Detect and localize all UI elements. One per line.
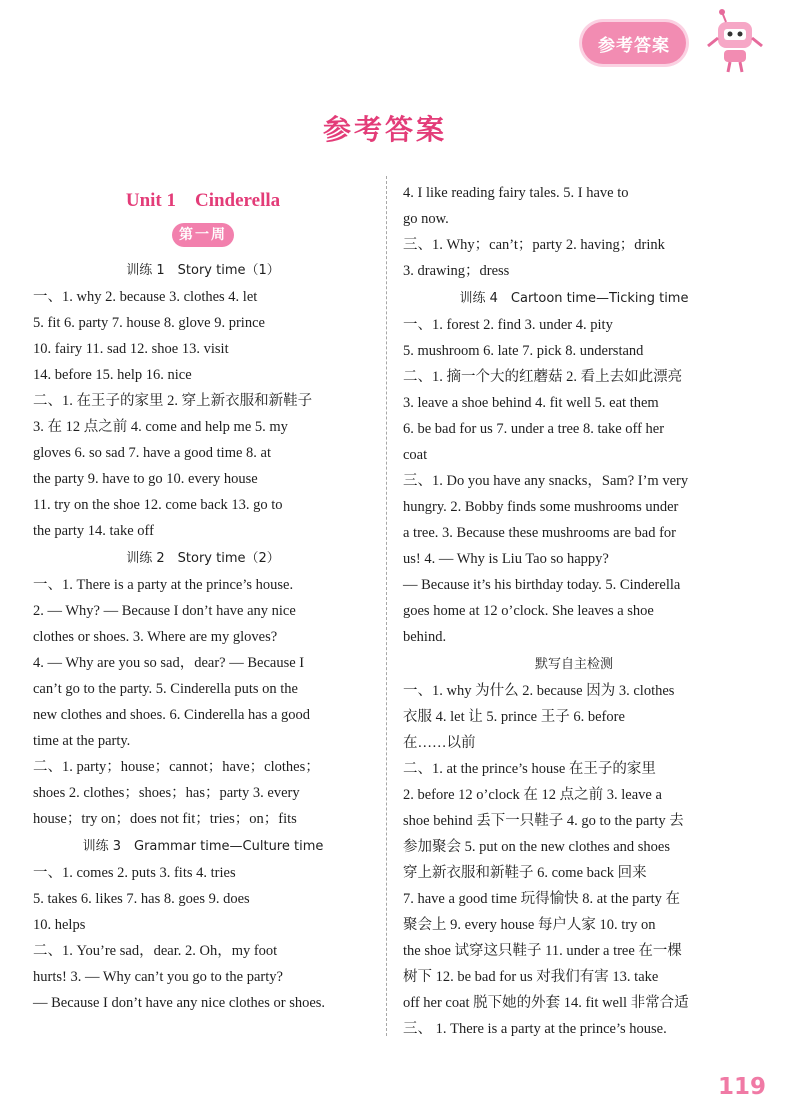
right-answer-lines (403, 180, 745, 1042)
unit-heading: Unit 1 Cinderella (125, 190, 281, 211)
answer-line: time at the party. (33, 733, 131, 749)
answer-line: can’t go to the party. 5. Cinderella puts on the (33, 681, 298, 697)
answer-line: clothes or shoes. 3. Where are my gloves? (33, 629, 278, 645)
answer-line: 一、1. forest 2. find 3. under 4. pity (403, 317, 613, 333)
answer-line: 参加聚会 5. put on the new clothes and shoes (403, 839, 671, 855)
answer-line: house；try on；does not fit；tries；on；fits (33, 811, 297, 827)
answer-line: behind. (403, 629, 447, 645)
answer-line: 7. have a good time 玩得愉快 8. at the party 在 (403, 891, 681, 907)
section-title: 训练 3 Grammar time—Culture time (82, 839, 324, 854)
answer-line: the party 9. have to go 10. every house (33, 471, 258, 487)
answer-line: 3. 在 12 点之前 4. come and help me 5. my (33, 419, 288, 435)
right-column (403, 180, 745, 1042)
section-title: 默写自主检测 (534, 657, 613, 672)
answer-line: 在……以前 (403, 735, 476, 751)
answer-line: us! 4. — Why is Liu Tao so happy? (403, 551, 609, 567)
answer-line: 一、1. why 为什么 2. because 因为 3. clothes (403, 683, 675, 699)
answer-key-tag (582, 22, 690, 68)
answer-line: goes home at 12 o’clock. She leaves a shoe (403, 603, 654, 619)
column-divider (386, 176, 387, 1036)
section-title: 训练 4 Cartoon time—Ticking time (459, 291, 689, 306)
answer-line: 树下 12. be bad for us 对我们有害 13. take (403, 969, 659, 985)
answer-line: hungry. 2. Bobby finds some mushrooms under (403, 499, 679, 515)
answer-line: the party 14. take off (33, 523, 154, 539)
answer-line: 三、 1. There is a party at the prince’s house. (403, 1021, 667, 1037)
answer-line: 二、1. 在王子的家里 2. 穿上新衣服和新鞋子 (33, 393, 313, 409)
week-badge: 第一周 (172, 223, 234, 247)
answer-line: 4. — Why are you so sad，dear? — Because I (33, 655, 305, 671)
answer-line: 一、1. why 2. because 3. clothes 4. let (33, 289, 258, 305)
answer-line: 穿上新衣服和新鞋子 6. come back 回来 (403, 865, 647, 881)
answer-line: 二、1. 摘一个大的红蘑菇 2. 看上去如此漂亮 (403, 369, 683, 385)
answer-line: 5. takes 6. likes 7. has 8. goes 9. does (33, 891, 250, 907)
answer-line: 三、1. Do you have any snacks，Sam? I’m very (403, 473, 689, 489)
answer-line: — Because I don’t have any nice clothes or shoes. (33, 995, 326, 1011)
page-number: 119 (718, 1074, 767, 1100)
page-title: 参考答案 (322, 113, 447, 146)
answer-line: 10. fairy 11. sad 12. shoe 13. visit (33, 341, 229, 357)
answer-line: 4. I like reading fairy tales. 5. I have to (403, 185, 629, 201)
answer-key-tag-label: 参考答案 (598, 36, 670, 56)
answer-line: 衣服 4. let 让 5. prince 王子 6. before (403, 709, 625, 725)
answer-line: a tree. 3. Because these mushrooms are bad for (403, 525, 676, 541)
week-badge-row (33, 220, 373, 256)
answer-line: 6. be bad for us 7. under a tree 8. take off her (403, 421, 665, 437)
answer-line: 二、1. party；house；cannot；have；clothes； (33, 759, 320, 775)
answer-line: the shoe 试穿这只鞋子 11. under a tree 在一棵 (403, 943, 682, 959)
answer-line: 5. fit 6. party 7. house 8. glove 9. prince (33, 315, 265, 331)
answer-line: 11. try on the shoe 12. come back 13. go to (33, 497, 283, 513)
answer-line: coat (403, 447, 428, 463)
answer-line: off her coat 脱下她的外套 14. fit well 非常合适 (403, 995, 689, 1011)
left-column (33, 186, 373, 1016)
answer-line: 二、1. at the prince’s house 在王子的家里 (403, 761, 656, 777)
answer-line: hurts! 3. — Why can’t you go to the party? (33, 969, 283, 985)
answer-line: new clothes and shoes. 6. Cinderella has a good (33, 707, 311, 723)
answer-line: — Because it’s his birthday today. 5. Cinderella (403, 577, 681, 593)
answer-line: 三、1. Why；can’t；party 2. having；drink (403, 237, 665, 253)
answer-line: 10. helps (33, 917, 86, 933)
answer-line: 2. before 12 o’clock 在 12 点之前 3. leave a (403, 787, 662, 803)
answer-line: 一、1. comes 2. puts 3. fits 4. tries (33, 865, 236, 881)
answer-line: gloves 6. so sad 7. have a good time 8. at (33, 445, 271, 461)
answer-line: shoes 2. clothes；shoes；has；party 3. every (33, 785, 300, 801)
answer-line: 一、1. There is a party at the prince’s house. (33, 577, 294, 593)
answer-line: 14. before 15. help 16. nice (33, 367, 192, 383)
answer-line: 2. — Why? — Because I don’t have any nice (33, 603, 296, 619)
left-answer-lines (33, 256, 373, 1016)
answer-line: 聚会上 9. every house 每户人家 10. try on (403, 917, 656, 933)
answer-line: shoe behind 丢下一只鞋子 4. go to the party 去 (403, 813, 684, 829)
answer-line: 二、1. You’re sad，dear. 2. Oh，my foot (33, 943, 278, 959)
section-title: 训练 2 Story time（2） (126, 551, 280, 566)
answer-line: 3. drawing；dress (403, 263, 510, 279)
answer-line: go now. (403, 211, 449, 227)
section-title: 训练 1 Story time（1） (126, 263, 280, 278)
answer-line: 5. mushroom 6. late 7. pick 8. understand (403, 343, 644, 359)
answer-line: 3. leave a shoe behind 4. fit well 5. eat them (403, 395, 659, 411)
robot-mascot-icon (704, 8, 766, 74)
